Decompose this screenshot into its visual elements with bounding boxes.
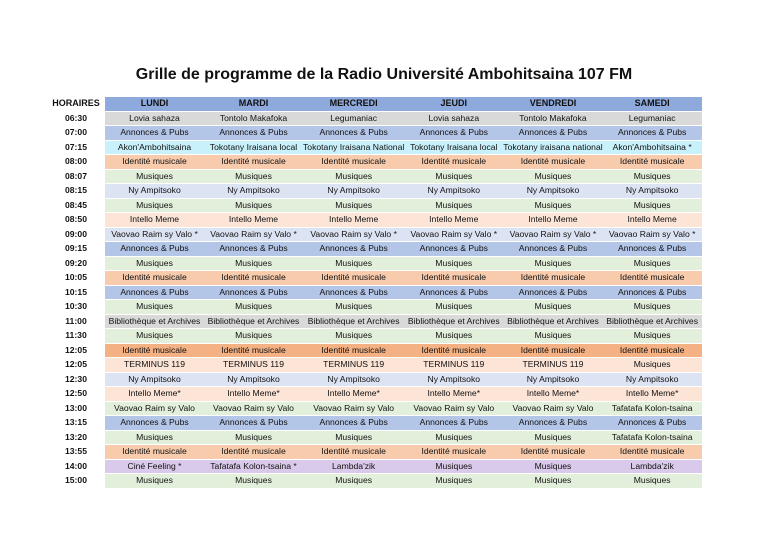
program-cell: Vaovao Raim sy Valo (503, 401, 602, 416)
schedule-row (47, 271, 702, 286)
schedule-row (47, 372, 702, 387)
time-slot: 12:30 (47, 372, 105, 387)
program-cell: Musiques (603, 256, 702, 271)
schedule-row (47, 242, 702, 257)
program-cell: TERMINUS 119 (303, 358, 404, 373)
program-cell: Ny Ampitsoko (503, 372, 602, 387)
program-cell: Vaovao Raim sy Valo (303, 401, 404, 416)
program-cell: Ny Ampitsoko (303, 372, 404, 387)
day-header: LUNDI (105, 97, 204, 111)
program-cell: Tokotany Iraisana local (404, 140, 503, 155)
program-cell: Annonces & Pubs (105, 416, 204, 431)
program-cell: Musiques (404, 256, 503, 271)
program-cell: Annonces & Pubs (204, 242, 303, 257)
program-cell: Musiques (204, 329, 303, 344)
program-cell: Bibliothèque et Archives (404, 314, 503, 329)
program-cell: Ny Ampitsoko (503, 184, 602, 199)
program-cell: Lovia sahaza (404, 111, 503, 126)
program-cell: Identité musicale (204, 271, 303, 286)
program-cell: Intello Meme (404, 213, 503, 228)
time-slot: 08:50 (47, 213, 105, 228)
program-cell: Annonces & Pubs (503, 416, 602, 431)
program-cell: Identité musicale (105, 445, 204, 460)
program-cell: Identité musicale (603, 155, 702, 170)
program-cell: Identité musicale (404, 445, 503, 460)
schedule-row (47, 111, 702, 126)
program-cell: Musiques (204, 169, 303, 184)
program-cell: Intello Meme (303, 213, 404, 228)
program-cell: Vaovao Raim sy Valo * (603, 227, 702, 242)
program-cell: Intello Meme* (303, 387, 404, 402)
time-slot: 09:15 (47, 242, 105, 257)
schedule-row (47, 256, 702, 271)
program-cell: Identité musicale (503, 343, 602, 358)
program-cell: Annonces & Pubs (303, 416, 404, 431)
program-cell: Intello Meme (105, 213, 204, 228)
program-cell: Identité musicale (503, 271, 602, 286)
schedule-row (47, 474, 702, 489)
schedule-row (47, 213, 702, 228)
program-cell: Musiques (303, 169, 404, 184)
program-cell: Vaovao Raim sy Valo (105, 401, 204, 416)
time-slot: 08:45 (47, 198, 105, 213)
program-cell: Vaovao Raim sy Valo (204, 401, 303, 416)
program-cell: Vaovao Raim sy Valo * (404, 227, 503, 242)
program-cell: Annonces & Pubs (503, 285, 602, 300)
program-cell: Annonces & Pubs (204, 126, 303, 141)
program-cell: Identité musicale (603, 343, 702, 358)
schedule-row (47, 459, 702, 474)
program-cell: Musiques (603, 358, 702, 373)
program-cell: Identité musicale (404, 271, 503, 286)
schedule-row (47, 184, 702, 199)
program-cell: Ny Ampitsoko (303, 184, 404, 199)
program-cell: Tontolo Makafoka (503, 111, 602, 126)
program-cell: Bibliothèque et Archives (503, 314, 602, 329)
program-cell: TERMINUS 119 (204, 358, 303, 373)
schedule-row (47, 155, 702, 170)
time-slot: 07:00 (47, 126, 105, 141)
program-cell: Lambda'zik (603, 459, 702, 474)
program-cell: Identité musicale (404, 343, 503, 358)
program-cell: Musiques (105, 256, 204, 271)
program-cell: Musiques (404, 329, 503, 344)
program-cell: Musiques (603, 300, 702, 315)
program-cell: Identité musicale (105, 155, 204, 170)
program-cell: Annonces & Pubs (204, 285, 303, 300)
program-cell: Musiques (204, 474, 303, 489)
program-cell: Tafatafa Kolon-tsaina * (204, 459, 303, 474)
time-slot: 13:00 (47, 401, 105, 416)
time-slot: 15:00 (47, 474, 105, 489)
day-header: JEUDI (404, 97, 503, 111)
program-cell: Vaovao Raim sy Valo * (105, 227, 204, 242)
program-cell: Musiques (303, 329, 404, 344)
program-cell: Vaovao Raim sy Valo * (204, 227, 303, 242)
program-cell: Tokotany iraisana national (503, 140, 602, 155)
program-cell: Akon'Ambohitsaina (105, 140, 204, 155)
program-cell: Annonces & Pubs (404, 416, 503, 431)
time-slot: 09:00 (47, 227, 105, 242)
schedule-row (47, 445, 702, 460)
time-slot: 08:07 (47, 169, 105, 184)
time-slot: 14:00 (47, 459, 105, 474)
program-cell: Musiques (105, 329, 204, 344)
day-header: VENDREDI (503, 97, 602, 111)
program-cell: Musiques (404, 430, 503, 445)
program-cell: Ny Ampitsoko (404, 184, 503, 199)
schedule-row (47, 169, 702, 184)
time-slot: 13:20 (47, 430, 105, 445)
program-cell: Musiques (303, 300, 404, 315)
program-cell: Ny Ampitsoko (204, 184, 303, 199)
program-cell: Annonces & Pubs (105, 285, 204, 300)
program-cell: Musiques (603, 329, 702, 344)
program-cell: Musiques (303, 474, 404, 489)
program-cell: Identité musicale (404, 155, 503, 170)
time-slot: 11:30 (47, 329, 105, 344)
program-cell: Identité musicale (204, 155, 303, 170)
time-slot: 07:15 (47, 140, 105, 155)
program-cell: Identité musicale (105, 343, 204, 358)
program-cell: Tokotany Iraisana local (204, 140, 303, 155)
program-cell: TERMINUS 119 (404, 358, 503, 373)
program-cell: Intello Meme* (603, 387, 702, 402)
program-cell: Annonces & Pubs (603, 416, 702, 431)
program-cell: Annonces & Pubs (503, 242, 602, 257)
program-cell: Annonces & Pubs (303, 242, 404, 257)
time-slot: 12:50 (47, 387, 105, 402)
program-cell: Musiques (303, 256, 404, 271)
day-header: MERCREDI (303, 97, 404, 111)
time-slot: 12:05 (47, 343, 105, 358)
program-cell: Ciné Feeling * (105, 459, 204, 474)
program-cell: Intello Meme* (105, 387, 204, 402)
schedule-row (47, 300, 702, 315)
schedule-row (47, 387, 702, 402)
program-cell: Intello Meme (603, 213, 702, 228)
program-cell: Musiques (503, 300, 602, 315)
schedule-row (47, 416, 702, 431)
program-cell: Musiques (204, 430, 303, 445)
program-cell: Musiques (503, 256, 602, 271)
program-cell: Annonces & Pubs (404, 285, 503, 300)
program-cell: Tontolo Makafoka (204, 111, 303, 126)
program-cell: Bibliothèque et Archives (303, 314, 404, 329)
program-cell: Legumaniac (603, 111, 702, 126)
program-cell: Musiques (503, 430, 602, 445)
program-cell: Lovia sahaza (105, 111, 204, 126)
program-cell: Musiques (503, 474, 602, 489)
schedule-row (47, 343, 702, 358)
schedule-row (47, 314, 702, 329)
program-cell: Intello Meme (204, 213, 303, 228)
program-cell: Identité musicale (204, 445, 303, 460)
time-slot: 12:05 (47, 358, 105, 373)
program-cell: Musiques (105, 300, 204, 315)
program-cell: Annonces & Pubs (204, 416, 303, 431)
schedule-row (47, 227, 702, 242)
time-slot: 10:15 (47, 285, 105, 300)
program-cell: Musiques (303, 430, 404, 445)
program-cell: Musiques (404, 169, 503, 184)
program-cell: Lambda'zik (303, 459, 404, 474)
program-cell: Musiques (105, 430, 204, 445)
program-cell: Ny Ampitsoko (204, 372, 303, 387)
program-cell: Musiques (204, 300, 303, 315)
header-row (47, 97, 702, 111)
schedule-row (47, 198, 702, 213)
program-cell: Identité musicale (303, 343, 404, 358)
program-cell: Identité musicale (603, 271, 702, 286)
program-cell: Musiques (105, 198, 204, 213)
program-cell: Identité musicale (503, 155, 602, 170)
program-cell: Musiques (503, 459, 602, 474)
program-cell: TERMINUS 119 (503, 358, 602, 373)
program-cell: Musiques (204, 198, 303, 213)
program-cell: Vaovao Raim sy Valo * (303, 227, 404, 242)
schedule-row (47, 126, 702, 141)
program-cell: Tafatafa Kolon-tsaina (603, 430, 702, 445)
time-column-header: HORAIRES (47, 97, 105, 111)
program-cell: Annonces & Pubs (503, 126, 602, 141)
time-slot: 08:00 (47, 155, 105, 170)
program-cell: Musiques (503, 329, 602, 344)
program-cell: Musiques (404, 300, 503, 315)
program-grid (47, 97, 702, 489)
program-cell: Identité musicale (204, 343, 303, 358)
program-cell: Identité musicale (503, 445, 602, 460)
program-cell: Annonces & Pubs (404, 242, 503, 257)
program-cell: Identité musicale (105, 271, 204, 286)
program-cell: Vaovao Raim sy Valo * (503, 227, 602, 242)
program-cell: Ny Ampitsoko (105, 184, 204, 199)
program-cell: Tafatafa Kolon-tsaina (603, 401, 702, 416)
time-slot: 06:30 (47, 111, 105, 126)
program-cell: Musiques (404, 459, 503, 474)
program-cell: Identité musicale (303, 445, 404, 460)
time-slot: 08:15 (47, 184, 105, 199)
program-cell: Annonces & Pubs (105, 126, 204, 141)
schedule-row (47, 401, 702, 416)
program-cell: Bibliothèque et Archives (204, 314, 303, 329)
program-cell: Musiques (204, 256, 303, 271)
day-header: MARDI (204, 97, 303, 111)
program-cell: Musiques (404, 198, 503, 213)
program-cell: Musiques (603, 169, 702, 184)
program-cell: TERMINUS 119 (105, 358, 204, 373)
schedule-row (47, 285, 702, 300)
program-cell: Vaovao Raim sy Valo (404, 401, 503, 416)
program-cell: Annonces & Pubs (404, 126, 503, 141)
schedule-body (47, 111, 702, 488)
program-cell: Musiques (503, 169, 602, 184)
program-cell: Legumaniac (303, 111, 404, 126)
program-cell: Tokotany Iraisana National (303, 140, 404, 155)
program-cell: Identité musicale (303, 271, 404, 286)
program-cell: Bibliothèque et Archives (105, 314, 204, 329)
program-cell: Annonces & Pubs (603, 285, 702, 300)
program-cell: Ny Ampitsoko (404, 372, 503, 387)
program-cell: Annonces & Pubs (303, 285, 404, 300)
program-cell: Musiques (303, 198, 404, 213)
schedule-row (47, 329, 702, 344)
program-cell: Musiques (603, 474, 702, 489)
program-cell: Musiques (503, 198, 602, 213)
program-cell: Intello Meme* (204, 387, 303, 402)
program-cell: Musiques (105, 474, 204, 489)
program-cell: Intello Meme* (404, 387, 503, 402)
program-cell: Identité musicale (603, 445, 702, 460)
program-cell: Akon'Ambohitsaina * (603, 140, 702, 155)
program-cell: Annonces & Pubs (105, 242, 204, 257)
program-cell: Bibliothèque et Archives (603, 314, 702, 329)
program-cell: Musiques (404, 474, 503, 489)
page-title: Grille de programme de la Radio Université Ambohitsaina 107 FM (135, 66, 633, 83)
time-slot: 10:05 (47, 271, 105, 286)
program-cell: Musiques (603, 198, 702, 213)
program-cell: Identité musicale (303, 155, 404, 170)
program-cell: Ny Ampitsoko (603, 184, 702, 199)
time-slot: 11:00 (47, 314, 105, 329)
time-slot: 09:20 (47, 256, 105, 271)
program-cell: Ny Ampitsoko (603, 372, 702, 387)
schedule-row (47, 140, 702, 155)
time-slot: 13:55 (47, 445, 105, 460)
program-cell: Annonces & Pubs (603, 242, 702, 257)
program-cell: Intello Meme* (503, 387, 602, 402)
time-slot: 10:30 (47, 300, 105, 315)
program-cell: Annonces & Pubs (303, 126, 404, 141)
program-cell: Intello Meme (503, 213, 602, 228)
schedule-row (47, 358, 702, 373)
program-cell: Annonces & Pubs (603, 126, 702, 141)
day-header: SAMEDI (603, 97, 702, 111)
time-slot: 13:15 (47, 416, 105, 431)
program-cell: Musiques (105, 169, 204, 184)
schedule-row (47, 430, 702, 445)
program-cell: Ny Ampitsoko (105, 372, 204, 387)
